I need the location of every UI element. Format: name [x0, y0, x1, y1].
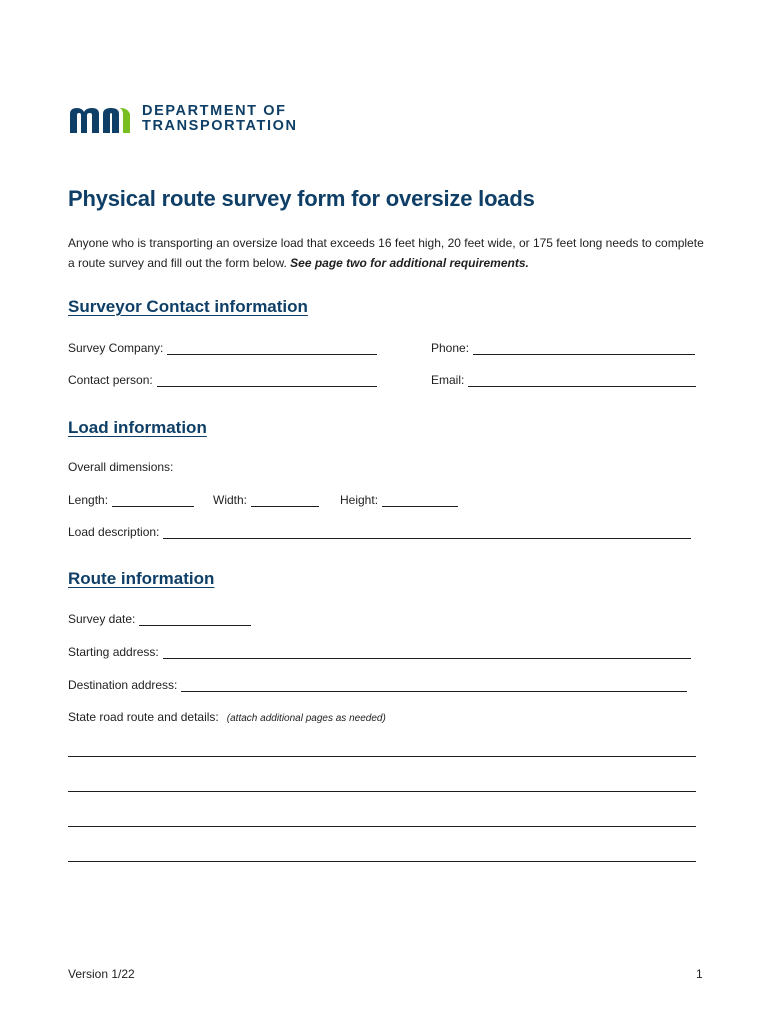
logo-text	[142, 104, 298, 134]
phone-field[interactable]	[431, 341, 695, 355]
route-heading: Route information	[68, 569, 215, 588]
mn-logo-icon	[68, 104, 134, 134]
route-details-line-1[interactable]	[68, 756, 696, 757]
survey-date-line[interactable]	[139, 613, 251, 626]
width-field[interactable]	[213, 493, 319, 507]
phone-label: Phone:	[431, 341, 470, 355]
route-details-line-2[interactable]	[68, 791, 696, 792]
survey-company-field[interactable]	[68, 341, 377, 355]
width-line[interactable]	[251, 494, 319, 507]
intro-text: Anyone who is transporting an oversize load that exceeds 16 feet high, 20 feet wide, or 175 feet long needs to complete a route survey and fill out the form below.	[68, 236, 704, 270]
overall-dimensions	[68, 460, 173, 474]
length-label: Length:	[68, 493, 109, 507]
contact-person-field[interactable]	[68, 373, 377, 387]
load-description-line[interactable]	[163, 526, 691, 539]
mndot-logo	[68, 104, 298, 134]
state-road-route-field	[68, 710, 386, 724]
overall-dimensions-label: Overall dimensions:	[68, 460, 174, 474]
height-label: Height:	[340, 493, 379, 507]
survey-company-line[interactable]	[167, 342, 377, 355]
destination-address-field[interactable]	[68, 678, 687, 692]
route-details-line-4[interactable]	[68, 861, 696, 862]
survey-date-field[interactable]	[68, 612, 251, 626]
length-line[interactable]	[112, 494, 194, 507]
survey-date-label: Survey date:	[68, 612, 136, 626]
contact-person-label: Contact person:	[68, 373, 153, 387]
length-field[interactable]	[68, 493, 194, 507]
survey-company-label: Survey Company:	[68, 341, 164, 355]
load-heading: Load information	[68, 418, 207, 437]
logo-line-2: TRANSPORTATION	[142, 118, 298, 134]
intro-paragraph	[68, 233, 708, 273]
logo-line-1: DEPARTMENT OF	[142, 103, 287, 119]
version-label: Version 1/22	[68, 967, 135, 981]
contact-person-line[interactable]	[157, 374, 377, 387]
state-road-route-hint: (attach additional pages as needed)	[226, 713, 386, 724]
email-field[interactable]	[431, 373, 696, 387]
height-line[interactable]	[382, 494, 458, 507]
phone-line[interactable]	[473, 342, 695, 355]
page-title: Physical route survey form for oversize loads	[68, 186, 535, 211]
destination-address-line[interactable]	[181, 679, 687, 692]
height-field[interactable]	[340, 493, 458, 507]
width-label: Width:	[213, 493, 248, 507]
state-road-route-label: State road route and details:	[68, 710, 219, 724]
email-label: Email:	[431, 373, 465, 387]
page-number: 1	[696, 967, 703, 981]
load-description-field[interactable]	[68, 525, 691, 539]
route-details-line-3[interactable]	[68, 826, 696, 827]
intro-emphasis: See page two for additional requirements.	[290, 256, 529, 270]
email-line[interactable]	[468, 374, 696, 387]
starting-address-field[interactable]	[68, 645, 691, 659]
starting-address-label: Starting address:	[68, 645, 159, 659]
load-description-label: Load description:	[68, 525, 160, 539]
starting-address-line[interactable]	[163, 646, 691, 659]
surveyor-heading: Surveyor Contact information	[68, 297, 308, 316]
destination-address-label: Destination address:	[68, 678, 178, 692]
